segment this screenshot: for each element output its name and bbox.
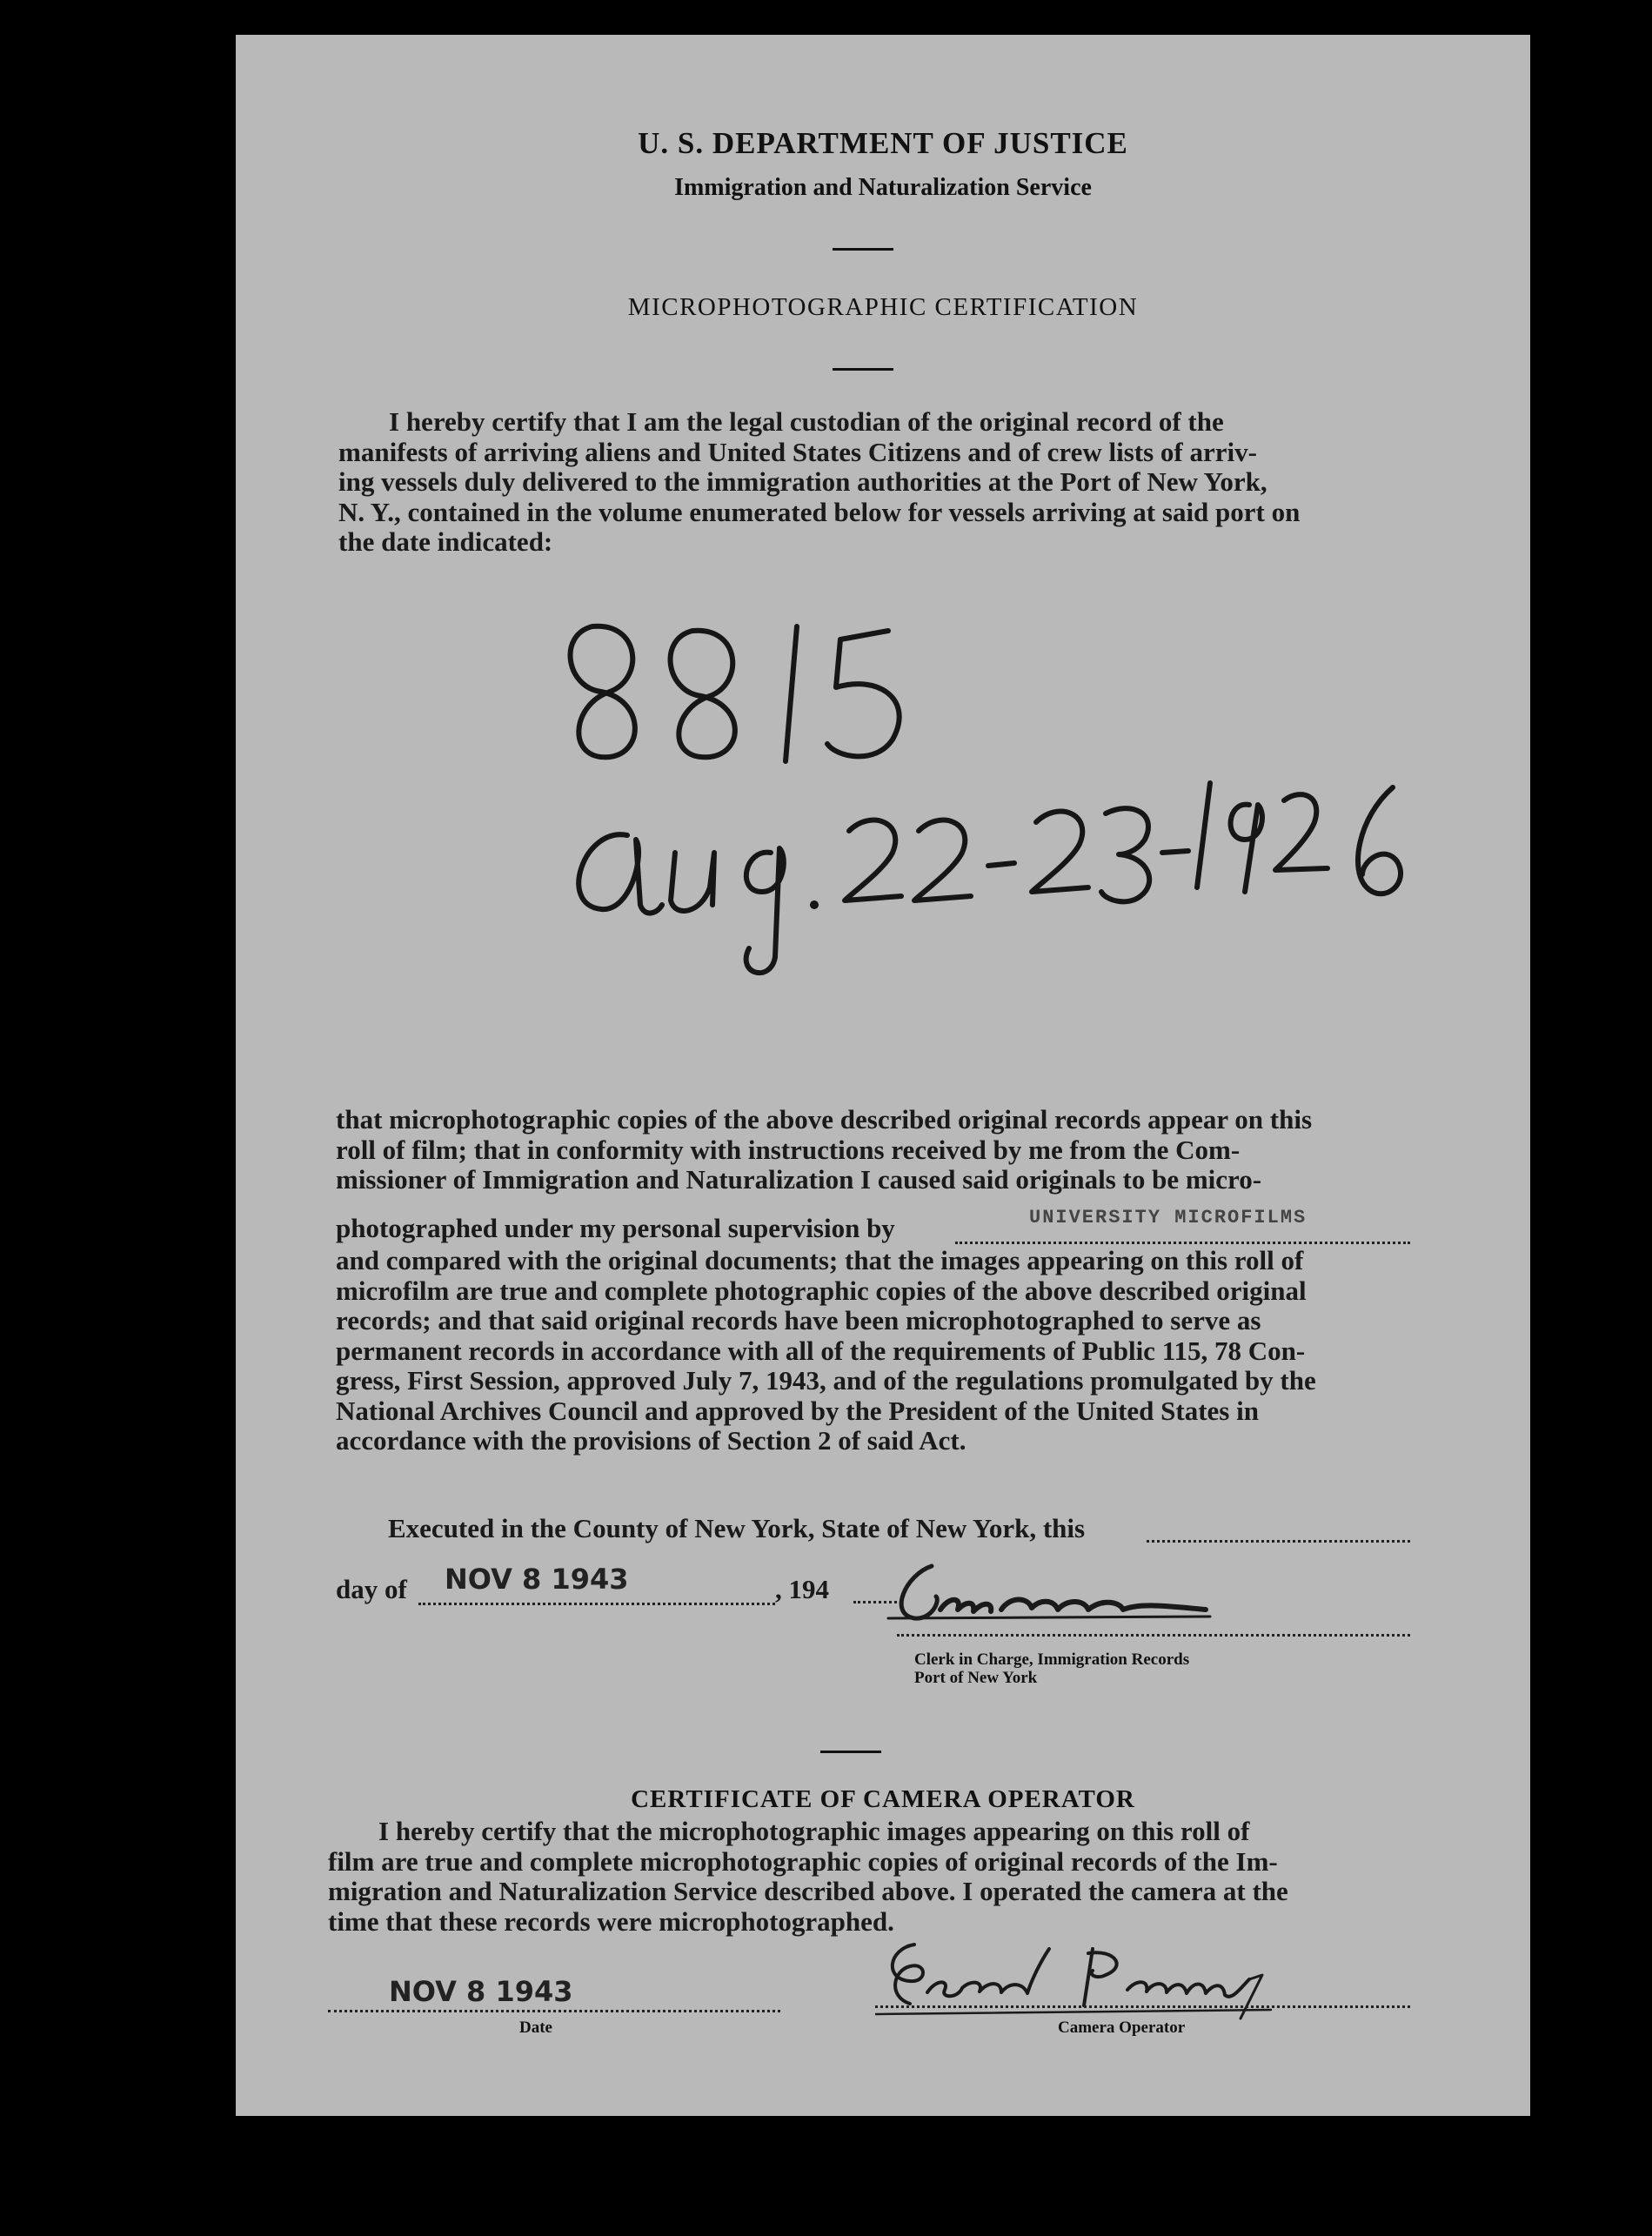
certificate-paper	[236, 35, 1530, 2116]
paragraph-line: ing vessels duly delivered to the immigration authorities at the Port of New York,	[338, 466, 1267, 497]
form-title: MICROPHOTOGRAPHIC CERTIFICATION	[627, 293, 1139, 321]
camera-paragraph	[328, 1817, 1410, 1937]
body-paragraph-continued	[336, 1246, 1410, 1456]
paragraph-line: missioner of Immigration and Naturalization I caused said originals to be micro-	[336, 1164, 1262, 1195]
paragraph-line: National Archives Council and approved by the President of the United States in	[336, 1395, 1259, 1426]
agency-title: U. S. DEPARTMENT OF JUSTICE	[638, 126, 1128, 160]
supervision-prefix: photographed under my personal supervision by	[336, 1213, 895, 1243]
camera-date-stamp: NOV 8 1943	[389, 1975, 573, 2008]
clerk-location: Port of New York	[914, 1669, 1038, 1687]
execution-dotted-field	[1147, 1514, 1410, 1543]
service-subtitle: Immigration and Naturalization Service	[674, 174, 1092, 201]
year-prefix: , 194	[775, 1574, 829, 1604]
execution-line	[388, 1514, 1410, 1545]
day-dotted-field	[418, 1563, 775, 1605]
paragraph-line: gress, First Session, approved July 7, 1943, and of the regulations promulgated by the	[336, 1365, 1316, 1396]
day-prefix: day of	[336, 1574, 407, 1604]
camera-date-label: Date	[519, 2018, 552, 2037]
execution-text: Executed in the County of New York, State of New York, this	[388, 1513, 1086, 1543]
paragraph-line: manifests of arriving aliens and United States Citizens and of crew lists of arriv-	[338, 436, 1257, 467]
handwritten-volume	[549, 592, 1332, 1001]
paragraph-line: and compared with the original documents; that the images appearing on this roll of	[336, 1245, 1304, 1275]
paragraph-line: the date indicated:	[338, 526, 553, 557]
certification-paragraph	[338, 407, 1410, 558]
camera-heading: CERTIFICATE OF CAMERA OPERATOR	[631, 1785, 1135, 1813]
clerk-signature-dotted-line	[897, 1634, 1410, 1637]
paragraph-line: roll of film; that in conformity with instructions received by me from the Com-	[336, 1134, 1241, 1165]
operator-label: Camera Operator	[1058, 2018, 1186, 2037]
camera-date-field	[328, 1975, 780, 2012]
divider	[833, 248, 893, 251]
paragraph-line: migration and Naturalization Service described above. I operated the camera at the	[328, 1876, 1288, 1906]
paragraph-line: microfilm are true and complete photographic copies of the above described original	[336, 1275, 1307, 1306]
paragraph-line: N. Y., contained in the volume enumerated below for vessels arriving at said port on	[338, 496, 1301, 527]
supervision-dotted-field	[955, 1207, 1410, 1244]
clerk-signature	[880, 1549, 1219, 1636]
paragraph-line: records; and that said original records have been microphotographed to serve as	[336, 1305, 1261, 1336]
operator-signature	[875, 1927, 1275, 2023]
supervision-value: UNIVERSITY MICROFILMS	[1029, 1207, 1308, 1228]
clerk-title: Clerk in Charge, Immigration Records	[914, 1650, 1190, 1669]
handwritten-volume-drawing	[549, 592, 1332, 1001]
paragraph-line: permanent records in accordance with all of the requirements of Public 115, 78 Con-	[336, 1335, 1306, 1366]
paragraph-line: I hereby certify that the microphotographic images appearing on this roll of	[378, 1816, 1250, 1846]
paragraph-line: I hereby certify that I am the legal custodian of the original record of the	[389, 406, 1224, 437]
paragraph-line: accordance with the provisions of Section 2 of said Act.	[336, 1425, 966, 1456]
day-stamp: NOV 8 1943	[445, 1563, 629, 1596]
divider	[820, 1751, 881, 1753]
supervision-line	[336, 1207, 1410, 1245]
body-paragraph	[336, 1105, 1410, 1195]
paragraph-line: that microphotographic copies of the above described original records appear on this	[336, 1104, 1313, 1135]
paragraph-line: time that these records were microphotographed.	[328, 1905, 894, 1937]
paragraph-line: film are true and complete microphotographic copies of original records of the Im-	[328, 1845, 1278, 1877]
operator-signature-dotted-line	[875, 2005, 1410, 2008]
divider	[833, 368, 893, 371]
handwritten-digit-six	[1332, 783, 1436, 922]
